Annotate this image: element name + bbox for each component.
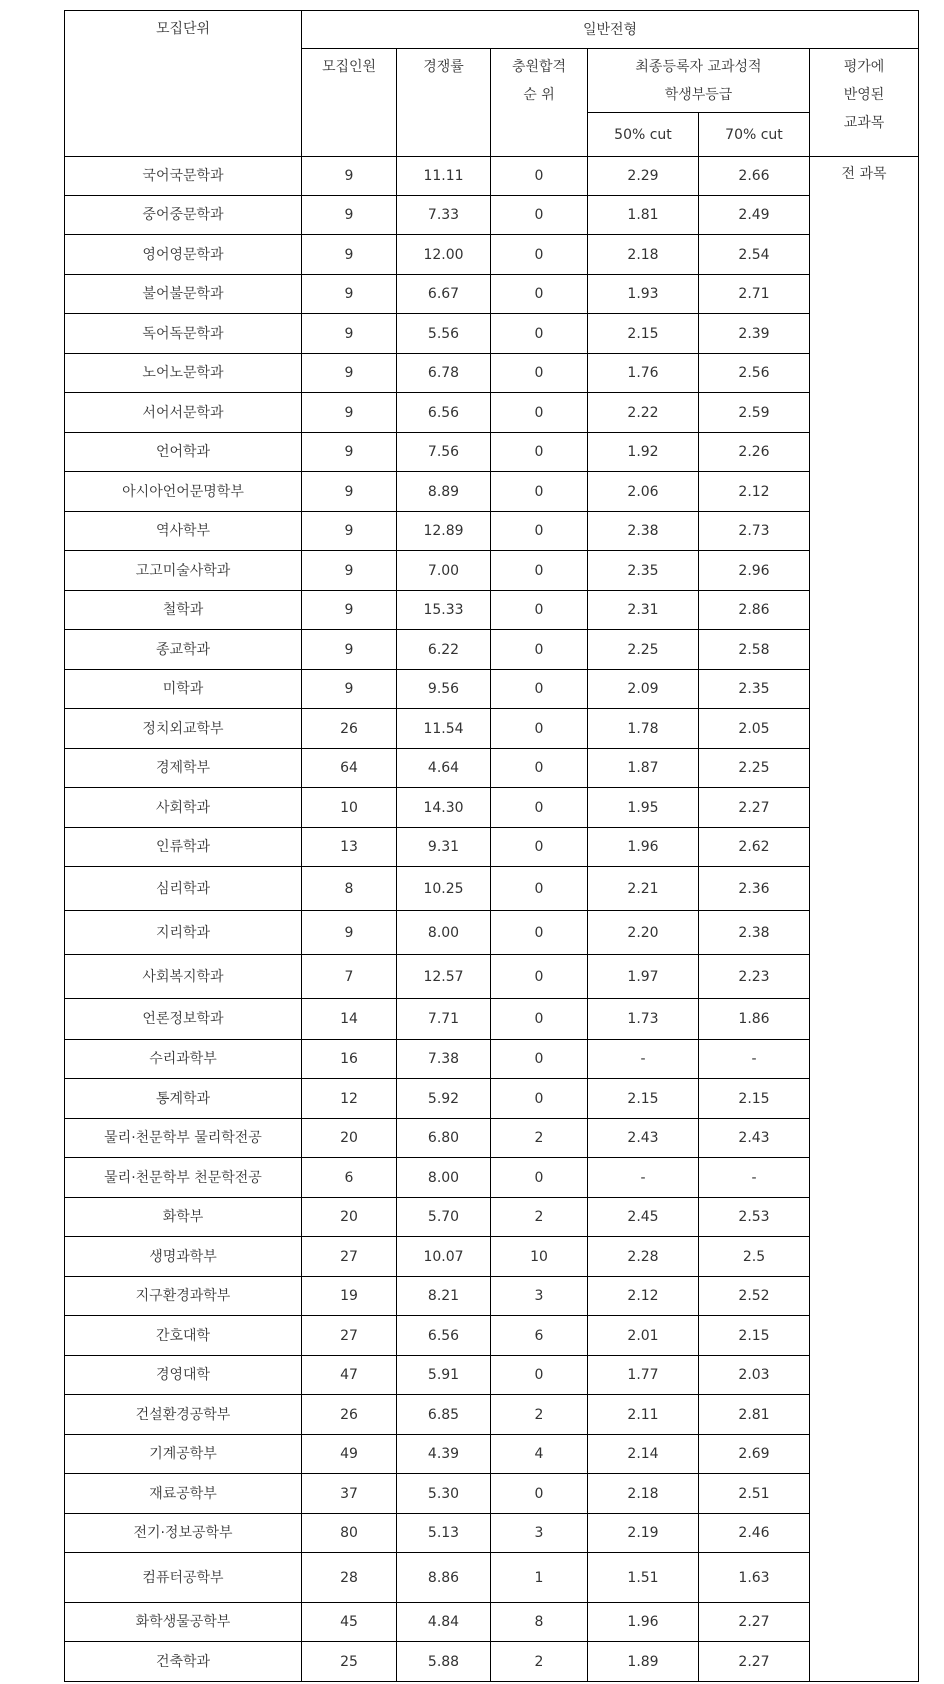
waitlist-rank-cell: 0 [491, 551, 588, 591]
department-cell: 중어중문학과 [65, 196, 302, 235]
recruit-count-cell: 9 [302, 314, 397, 354]
cut70-cell: 2.23 [699, 955, 810, 999]
cut50-cell: 1.77 [588, 1356, 699, 1395]
recruit-count-cell: 9 [302, 354, 397, 393]
cut70-cell: 2.12 [699, 472, 810, 512]
cut50-cell: 2.15 [588, 314, 699, 354]
competition-rate-cell: 7.38 [397, 1040, 491, 1079]
cut50-cell: 2.29 [588, 157, 699, 196]
competition-rate-cell: 6.56 [397, 393, 491, 433]
department-cell: 노어노문학과 [65, 354, 302, 393]
cut70-cell: 2.59 [699, 393, 810, 433]
cut70-cell: 2.54 [699, 235, 810, 275]
department-cell: 화학생물공학부 [65, 1603, 302, 1642]
department-cell: 불어불문학과 [65, 275, 302, 314]
cut50-cell: 1.78 [588, 709, 699, 749]
cut50-cell: 2.06 [588, 472, 699, 512]
competition-rate-cell: 5.30 [397, 1474, 491, 1514]
waitlist-rank-cell: 0 [491, 393, 588, 433]
cut50-cell: 2.25 [588, 630, 699, 670]
cut50-cell: - [588, 1040, 699, 1079]
table-row [65, 1277, 919, 1316]
header-subjects-line1: 평가에 [843, 59, 885, 75]
cut50-cell: 1.93 [588, 275, 699, 314]
waitlist-rank-cell: 0 [491, 955, 588, 999]
cut70-cell: - [699, 1158, 810, 1198]
competition-rate-cell: 11.11 [397, 157, 491, 196]
cut70-cell: 2.52 [699, 1277, 810, 1316]
cut70-cell: 2.27 [699, 788, 810, 828]
department-cell: 컴퓨터공학부 [65, 1553, 302, 1603]
recruit-count-cell: 13 [302, 828, 397, 867]
department-cell: 수리과학부 [65, 1040, 302, 1079]
cut50-cell: 2.35 [588, 551, 699, 591]
department-cell: 역사학부 [65, 512, 302, 551]
competition-rate-cell: 10.25 [397, 867, 491, 911]
recruit-count-cell: 20 [302, 1198, 397, 1237]
cut70-cell: 2.5 [699, 1237, 810, 1277]
competition-rate-cell: 5.88 [397, 1642, 491, 1682]
admissions-table [64, 10, 919, 1682]
table-row [65, 867, 919, 911]
cut50-cell: - [588, 1158, 699, 1198]
department-cell: 정치외교학부 [65, 709, 302, 749]
recruit-count-cell: 9 [302, 275, 397, 314]
table-row [65, 630, 919, 670]
header-final-grade-line1: 최종등록자 교과성적 [635, 59, 762, 75]
table-row [65, 1514, 919, 1553]
recruit-count-cell: 47 [302, 1356, 397, 1395]
waitlist-rank-cell: 6 [491, 1316, 588, 1356]
recruit-count-cell: 9 [302, 433, 397, 472]
department-cell: 종교학과 [65, 630, 302, 670]
table-row [65, 1158, 919, 1198]
recruit-count-cell: 37 [302, 1474, 397, 1514]
recruit-count-cell: 19 [302, 1277, 397, 1316]
cut50-cell: 2.12 [588, 1277, 699, 1316]
recruit-count-cell: 9 [302, 393, 397, 433]
waitlist-rank-cell: 0 [491, 235, 588, 275]
waitlist-rank-cell: 0 [491, 709, 588, 749]
cut70-cell: 2.38 [699, 911, 810, 955]
cut50-cell: 1.92 [588, 433, 699, 472]
recruit-count-cell: 12 [302, 1079, 397, 1119]
cut70-cell: 2.81 [699, 1395, 810, 1435]
table-row [65, 1356, 919, 1395]
waitlist-rank-cell: 0 [491, 275, 588, 314]
competition-rate-cell: 7.00 [397, 551, 491, 591]
table-row [65, 749, 919, 788]
header-subjects [810, 49, 919, 157]
recruit-count-cell: 16 [302, 1040, 397, 1079]
recruit-count-cell: 6 [302, 1158, 397, 1198]
table-row [65, 911, 919, 955]
competition-rate-cell: 5.91 [397, 1356, 491, 1395]
waitlist-rank-cell: 0 [491, 314, 588, 354]
recruit-count-cell: 26 [302, 709, 397, 749]
cut50-cell: 2.22 [588, 393, 699, 433]
table-row [65, 1603, 919, 1642]
cut70-cell: 2.15 [699, 1079, 810, 1119]
department-cell: 통계학과 [65, 1079, 302, 1119]
recruit-count-cell: 9 [302, 911, 397, 955]
competition-rate-cell: 10.07 [397, 1237, 491, 1277]
cut50-cell: 1.81 [588, 196, 699, 235]
table-row [65, 433, 919, 472]
waitlist-rank-cell: 1 [491, 1553, 588, 1603]
recruit-count-cell: 45 [302, 1603, 397, 1642]
header-recruit-count-text: 모집인원 [321, 59, 377, 75]
cut50-cell: 2.14 [588, 1435, 699, 1474]
recruit-count-cell: 20 [302, 1119, 397, 1158]
department-cell: 고고미술사학과 [65, 551, 302, 591]
cut70-cell: 2.66 [699, 157, 810, 196]
waitlist-rank-cell: 0 [491, 157, 588, 196]
waitlist-rank-cell: 0 [491, 433, 588, 472]
cut50-cell: 2.18 [588, 1474, 699, 1514]
cut70-cell: 2.15 [699, 1316, 810, 1356]
cut70-cell: 2.39 [699, 314, 810, 354]
table-row [65, 196, 919, 235]
department-cell: 재료공학부 [65, 1474, 302, 1514]
cut70-cell: 2.27 [699, 1603, 810, 1642]
department-cell: 서어서문학과 [65, 393, 302, 433]
department-cell: 철학과 [65, 591, 302, 630]
competition-rate-cell: 4.39 [397, 1435, 491, 1474]
cut50-cell: 1.76 [588, 354, 699, 393]
department-cell: 국어국문학과 [65, 157, 302, 196]
table-row [65, 670, 919, 709]
cut50-cell: 2.19 [588, 1514, 699, 1553]
header-waitlist-line2: 순 위 [523, 87, 555, 103]
cut70-cell: 2.03 [699, 1356, 810, 1395]
cut70-cell: 2.46 [699, 1514, 810, 1553]
department-cell: 사회복지학과 [65, 955, 302, 999]
cut70-cell: 2.86 [699, 591, 810, 630]
recruit-count-cell: 9 [302, 157, 397, 196]
department-cell: 인류학과 [65, 828, 302, 867]
waitlist-rank-cell: 0 [491, 1079, 588, 1119]
recruit-count-cell: 25 [302, 1642, 397, 1682]
table-body [65, 157, 919, 1682]
cut70-cell: 2.62 [699, 828, 810, 867]
table-row [65, 1198, 919, 1237]
recruit-count-cell: 26 [302, 1395, 397, 1435]
recruit-count-cell: 9 [302, 512, 397, 551]
waitlist-rank-cell: 0 [491, 911, 588, 955]
table-row [65, 512, 919, 551]
table-row [65, 828, 919, 867]
header-cut70: 70% cut [699, 113, 810, 157]
waitlist-rank-cell: 0 [491, 196, 588, 235]
table-row [65, 275, 919, 314]
department-cell: 건축학과 [65, 1642, 302, 1682]
waitlist-rank-cell: 4 [491, 1435, 588, 1474]
header-cut50: 50% cut [588, 113, 699, 157]
department-cell: 물리·천문학부 천문학전공 [65, 1158, 302, 1198]
competition-rate-cell: 5.13 [397, 1514, 491, 1553]
recruit-count-cell: 8 [302, 867, 397, 911]
competition-rate-cell: 14.30 [397, 788, 491, 828]
competition-rate-cell: 5.70 [397, 1198, 491, 1237]
waitlist-rank-cell: 0 [491, 749, 588, 788]
header-competition-text: 경쟁률 [423, 59, 464, 75]
cut70-cell: 2.71 [699, 275, 810, 314]
recruit-count-cell: 9 [302, 630, 397, 670]
competition-rate-cell: 4.84 [397, 1603, 491, 1642]
competition-rate-cell: 6.56 [397, 1316, 491, 1356]
cut70-cell: 2.25 [699, 749, 810, 788]
header-subjects-line2: 반영된 [843, 87, 885, 103]
department-cell: 언어학과 [65, 433, 302, 472]
department-cell: 심리학과 [65, 867, 302, 911]
table-row [65, 472, 919, 512]
waitlist-rank-cell: 0 [491, 512, 588, 551]
competition-rate-cell: 8.00 [397, 911, 491, 955]
waitlist-rank-cell: 2 [491, 1642, 588, 1682]
recruit-count-cell: 80 [302, 1514, 397, 1553]
waitlist-rank-cell: 2 [491, 1198, 588, 1237]
cut50-cell: 1.73 [588, 999, 699, 1040]
cut70-cell: 1.86 [699, 999, 810, 1040]
waitlist-rank-cell: 0 [491, 472, 588, 512]
recruit-count-cell: 27 [302, 1237, 397, 1277]
competition-rate-cell: 6.80 [397, 1119, 491, 1158]
waitlist-rank-cell: 3 [491, 1277, 588, 1316]
department-cell: 아시아언어문명학부 [65, 472, 302, 512]
waitlist-rank-cell: 0 [491, 867, 588, 911]
cut50-cell: 1.87 [588, 749, 699, 788]
cut70-cell: 2.26 [699, 433, 810, 472]
waitlist-rank-cell: 0 [491, 828, 588, 867]
cut50-cell: 2.45 [588, 1198, 699, 1237]
competition-rate-cell: 12.00 [397, 235, 491, 275]
table-row [65, 1316, 919, 1356]
competition-rate-cell: 5.92 [397, 1079, 491, 1119]
department-cell: 물리·천문학부 물리학전공 [65, 1119, 302, 1158]
department-cell: 독어독문학과 [65, 314, 302, 354]
cut50-cell: 1.51 [588, 1553, 699, 1603]
cut70-cell: 2.96 [699, 551, 810, 591]
department-cell: 사회학과 [65, 788, 302, 828]
cut50-cell: 1.89 [588, 1642, 699, 1682]
competition-rate-cell: 7.56 [397, 433, 491, 472]
header-general: 일반전형 [302, 11, 919, 49]
table-row [65, 709, 919, 749]
competition-rate-cell: 7.33 [397, 196, 491, 235]
recruit-count-cell: 14 [302, 999, 397, 1040]
department-cell: 미학과 [65, 670, 302, 709]
cut50-cell: 1.95 [588, 788, 699, 828]
department-cell: 생명과학부 [65, 1237, 302, 1277]
waitlist-rank-cell: 0 [491, 999, 588, 1040]
header-final-grade-line2: 학생부등급 [664, 87, 733, 103]
recruit-count-cell: 9 [302, 591, 397, 630]
cut50-cell: 2.31 [588, 591, 699, 630]
cut50-cell: 2.20 [588, 911, 699, 955]
header-final-grade [588, 49, 810, 113]
cut70-cell: 2.53 [699, 1198, 810, 1237]
cut50-cell: 2.01 [588, 1316, 699, 1356]
cut50-cell: 1.96 [588, 1603, 699, 1642]
table-row [65, 1395, 919, 1435]
cut50-cell: 1.97 [588, 955, 699, 999]
competition-rate-cell: 8.21 [397, 1277, 491, 1316]
competition-rate-cell: 11.54 [397, 709, 491, 749]
cut70-cell: 2.56 [699, 354, 810, 393]
cut70-cell: 2.05 [699, 709, 810, 749]
table-row [65, 1474, 919, 1514]
table-row [65, 1642, 919, 1682]
department-cell: 영어영문학과 [65, 235, 302, 275]
recruit-count-cell: 9 [302, 196, 397, 235]
subjects-cell: 전 과목 [810, 157, 919, 1682]
department-cell: 건설환경공학부 [65, 1395, 302, 1435]
table-row [65, 157, 919, 196]
waitlist-rank-cell: 0 [491, 670, 588, 709]
competition-rate-cell: 6.78 [397, 354, 491, 393]
table-row [65, 1553, 919, 1603]
header-competition [397, 49, 491, 157]
cut70-cell: 2.51 [699, 1474, 810, 1514]
cut70-cell: 2.69 [699, 1435, 810, 1474]
table-row [65, 1237, 919, 1277]
waitlist-rank-cell: 3 [491, 1514, 588, 1553]
competition-rate-cell: 6.85 [397, 1395, 491, 1435]
cut70-cell: 2.49 [699, 196, 810, 235]
recruit-count-cell: 27 [302, 1316, 397, 1356]
department-cell: 기계공학부 [65, 1435, 302, 1474]
cut70-cell: 2.27 [699, 1642, 810, 1682]
table-row [65, 393, 919, 433]
cut50-cell: 2.09 [588, 670, 699, 709]
competition-rate-cell: 7.71 [397, 999, 491, 1040]
competition-rate-cell: 5.56 [397, 314, 491, 354]
table-row [65, 1040, 919, 1079]
department-cell: 지구환경과학부 [65, 1277, 302, 1316]
waitlist-rank-cell: 10 [491, 1237, 588, 1277]
cut50-cell: 2.28 [588, 1237, 699, 1277]
department-cell: 언론정보학과 [65, 999, 302, 1040]
table-row [65, 591, 919, 630]
recruit-count-cell: 49 [302, 1435, 397, 1474]
competition-rate-cell: 12.57 [397, 955, 491, 999]
header-waitlist-line1: 충원합격 [511, 59, 567, 75]
competition-rate-cell: 8.00 [397, 1158, 491, 1198]
cut70-cell: 2.43 [699, 1119, 810, 1158]
department-cell: 화학부 [65, 1198, 302, 1237]
cut50-cell: 2.11 [588, 1395, 699, 1435]
recruit-count-cell: 28 [302, 1553, 397, 1603]
cut70-cell: 2.73 [699, 512, 810, 551]
recruit-count-cell: 9 [302, 472, 397, 512]
cut50-cell: 2.15 [588, 1079, 699, 1119]
department-cell: 경영대학 [65, 1356, 302, 1395]
header-recruit-count [302, 49, 397, 157]
cut70-cell: 2.35 [699, 670, 810, 709]
waitlist-rank-cell: 0 [491, 1158, 588, 1198]
cut70-cell: 1.63 [699, 1553, 810, 1603]
cut70-cell: 2.36 [699, 867, 810, 911]
department-cell: 지리학과 [65, 911, 302, 955]
department-cell: 경제학부 [65, 749, 302, 788]
waitlist-rank-cell: 0 [491, 1474, 588, 1514]
competition-rate-cell: 6.67 [397, 275, 491, 314]
table-row [65, 354, 919, 393]
competition-rate-cell: 9.31 [397, 828, 491, 867]
competition-rate-cell: 8.89 [397, 472, 491, 512]
cut50-cell: 2.18 [588, 235, 699, 275]
waitlist-rank-cell: 2 [491, 1395, 588, 1435]
cut70-cell: 2.58 [699, 630, 810, 670]
header-waitlist-rank [491, 49, 588, 157]
table-row [65, 235, 919, 275]
table-row [65, 1079, 919, 1119]
waitlist-rank-cell: 0 [491, 630, 588, 670]
department-cell: 전기·정보공학부 [65, 1514, 302, 1553]
waitlist-rank-cell: 0 [491, 1040, 588, 1079]
waitlist-rank-cell: 8 [491, 1603, 588, 1642]
cut50-cell: 2.43 [588, 1119, 699, 1158]
waitlist-rank-cell: 2 [491, 1119, 588, 1158]
recruit-count-cell: 9 [302, 551, 397, 591]
table-row [65, 1119, 919, 1158]
header-subjects-line3: 교과목 [843, 115, 885, 131]
recruit-count-cell: 10 [302, 788, 397, 828]
competition-rate-cell: 4.64 [397, 749, 491, 788]
cut50-cell: 1.96 [588, 828, 699, 867]
table-row [65, 314, 919, 354]
table-row [65, 955, 919, 999]
table-row [65, 999, 919, 1040]
cut50-cell: 2.21 [588, 867, 699, 911]
cut70-cell: - [699, 1040, 810, 1079]
recruit-count-cell: 9 [302, 670, 397, 709]
table-row [65, 1435, 919, 1474]
waitlist-rank-cell: 0 [491, 788, 588, 828]
competition-rate-cell: 6.22 [397, 630, 491, 670]
competition-rate-cell: 8.86 [397, 1553, 491, 1603]
waitlist-rank-cell: 0 [491, 354, 588, 393]
waitlist-rank-cell: 0 [491, 591, 588, 630]
competition-rate-cell: 9.56 [397, 670, 491, 709]
waitlist-rank-cell: 0 [491, 1356, 588, 1395]
table-row [65, 788, 919, 828]
competition-rate-cell: 15.33 [397, 591, 491, 630]
recruit-count-cell: 9 [302, 235, 397, 275]
cut50-cell: 2.38 [588, 512, 699, 551]
table-row [65, 551, 919, 591]
competition-rate-cell: 12.89 [397, 512, 491, 551]
header-unit: 모집단위 [65, 11, 302, 157]
recruit-count-cell: 64 [302, 749, 397, 788]
recruit-count-cell: 7 [302, 955, 397, 999]
department-cell: 간호대학 [65, 1316, 302, 1356]
